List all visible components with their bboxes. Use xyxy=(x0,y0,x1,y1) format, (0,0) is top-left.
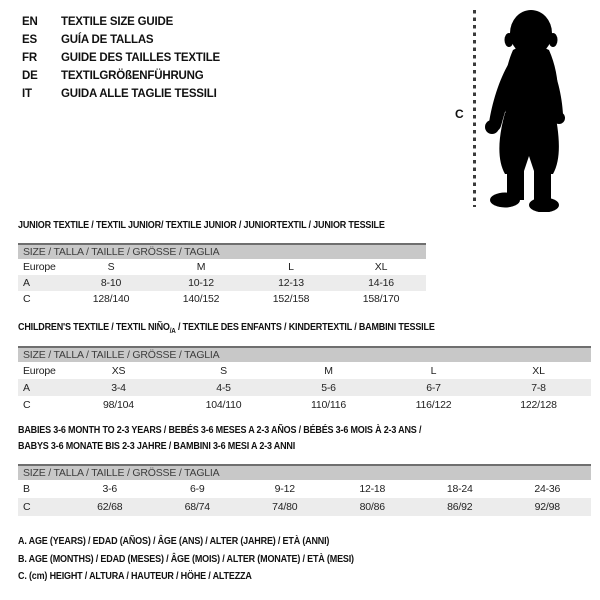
table-row xyxy=(18,259,426,275)
size-value: 9-12 xyxy=(274,483,295,495)
children-size-table xyxy=(18,346,591,413)
size-value: 7-8 xyxy=(531,381,546,394)
size-value: 116/122 xyxy=(415,398,452,411)
size-value: 6-7 xyxy=(426,381,441,394)
size-value: S xyxy=(220,364,227,377)
size-value: 140/152 xyxy=(182,293,220,305)
size-value: L xyxy=(288,261,294,273)
size-header-bar: SIZE / TALLA / TAILLE / GRÖSSE / TAGLIA xyxy=(18,244,426,259)
size-value: 128/140 xyxy=(92,293,130,305)
lang-row-es xyxy=(22,31,220,49)
lang-label: GUIDA ALLE TAGLIE TESSILI xyxy=(61,88,217,100)
table-row xyxy=(18,291,426,307)
lang-row-it xyxy=(22,85,220,103)
row-label: Europe xyxy=(23,261,56,273)
lang-code: DE xyxy=(22,70,38,82)
table-row xyxy=(18,396,591,413)
lang-code: EN xyxy=(22,16,38,28)
size-value: 24-36 xyxy=(534,483,561,495)
height-marker-label: C xyxy=(455,107,464,121)
babies-size-table xyxy=(18,464,591,516)
lang-label: GUÍA DE TALLAS xyxy=(61,34,154,46)
size-value: 74/80 xyxy=(272,501,298,513)
lang-code: IT xyxy=(22,88,32,100)
row-label: C xyxy=(23,501,31,513)
size-header-bar: SIZE / TALLA / TAILLE / GRÖSSE / TAGLIA xyxy=(18,347,591,362)
size-value: 12-13 xyxy=(278,277,304,289)
size-value: 4-5 xyxy=(216,381,231,394)
size-value: 12-18 xyxy=(359,483,386,495)
lang-code: ES xyxy=(22,34,37,46)
lang-label: TEXTILGRÖßENFÜHRUNG xyxy=(61,70,204,82)
size-value: 68/74 xyxy=(184,501,210,513)
size-value: S xyxy=(107,261,115,273)
size-value: 110/116 xyxy=(311,398,346,411)
size-value: XL xyxy=(532,364,545,377)
toddler-silhouette-icon xyxy=(483,8,575,212)
size-value: XS xyxy=(111,364,126,377)
size-value: L xyxy=(430,364,437,377)
row-label: A xyxy=(23,277,30,289)
footnote-a: A. AGE (YEARS) / EDAD (AÑOS) / ÂGE (ANS) / ALTER (JAHRE) / ETÀ (ANNI) xyxy=(18,536,330,547)
row-label: C xyxy=(23,398,31,411)
table-row xyxy=(18,379,591,396)
table-row xyxy=(18,480,591,498)
row-label: C xyxy=(23,293,31,305)
size-value: 6-9 xyxy=(189,483,205,495)
size-value: 86/92 xyxy=(447,501,473,513)
size-value: 18-24 xyxy=(446,483,473,495)
table-row xyxy=(18,362,591,379)
table-row xyxy=(18,275,426,291)
size-value: 62/68 xyxy=(97,501,123,513)
junior-table-title: JUNIOR TEXTILE / TEXTIL JUNIOR/ TEXTILE JUNIOR / JUNIORTEXTIL / JUNIOR TESSILE xyxy=(18,220,385,231)
size-value: 122/128 xyxy=(520,398,557,411)
children-title-pre: CHILDREN'S TEXTILE / TEXTIL NIÑO xyxy=(18,322,170,333)
size-value: 10-12 xyxy=(188,277,214,289)
size-value: 92/98 xyxy=(534,501,560,513)
language-header xyxy=(22,13,220,103)
size-value: 8-10 xyxy=(100,277,122,289)
size-value: 104/110 xyxy=(205,398,242,411)
row-label: Europe xyxy=(23,364,56,377)
height-measure-dashed-line xyxy=(473,10,476,207)
size-value: 3-4 xyxy=(111,381,126,394)
size-value: 80/86 xyxy=(359,501,385,513)
size-value: 5-6 xyxy=(321,381,336,394)
children-title-post: / TEXTILE DES ENFANTS / KINDERTEXTIL / BAMBINI TESSILE xyxy=(175,322,435,333)
row-label: B xyxy=(23,483,30,495)
junior-size-table xyxy=(18,243,426,307)
footnote-c: C. (cm) HEIGHT / ALTURA / HAUTEUR / HÖHE / ALTEZZA xyxy=(18,571,252,582)
lang-row-en xyxy=(22,13,220,31)
footnote-b: B. AGE (MONTHS) / EDAD (MESES) / ÂGE (MOIS) / ALTER (MONATE) / ETÀ (MESI) xyxy=(18,553,354,565)
lang-label: GUIDE DES TAILLES TEXTILE xyxy=(61,52,220,64)
footnotes xyxy=(18,536,391,589)
size-value: 14-16 xyxy=(368,277,394,289)
babies-table-title xyxy=(18,423,421,454)
babies-title-line1: BABIES 3-6 MONTH TO 2-3 YEARS / BEBÉS 3-6 MESES A 2-3 AÑOS / BÉBÉS 3-6 MOIS À 2-3 ANS / xyxy=(18,425,422,436)
size-value: 158/170 xyxy=(362,293,400,305)
size-value: 3-6 xyxy=(102,483,118,495)
lang-row-fr xyxy=(22,49,220,67)
lang-label: TEXTILE SIZE GUIDE xyxy=(61,16,174,28)
size-value: 98/104 xyxy=(103,398,134,411)
children-table-title xyxy=(18,322,435,335)
size-value: 152/158 xyxy=(272,293,310,305)
size-value: M xyxy=(324,364,333,377)
row-label: A xyxy=(23,381,30,394)
table-row xyxy=(18,498,591,516)
size-value: M xyxy=(196,261,206,273)
babies-title-line2: BABYS 3-6 MONATE BIS 2-3 JAHRE / BAMBINI 3-6 MESI A 2-3 ANNI xyxy=(18,440,296,452)
size-value: XL xyxy=(374,261,388,273)
lang-row-de xyxy=(22,67,220,85)
size-header-bar: SIZE / TALLA / TAILLE / GRÖSSE / TAGLIA xyxy=(18,465,591,480)
children-title-subscript: /A xyxy=(169,328,176,335)
lang-code: FR xyxy=(22,52,37,64)
